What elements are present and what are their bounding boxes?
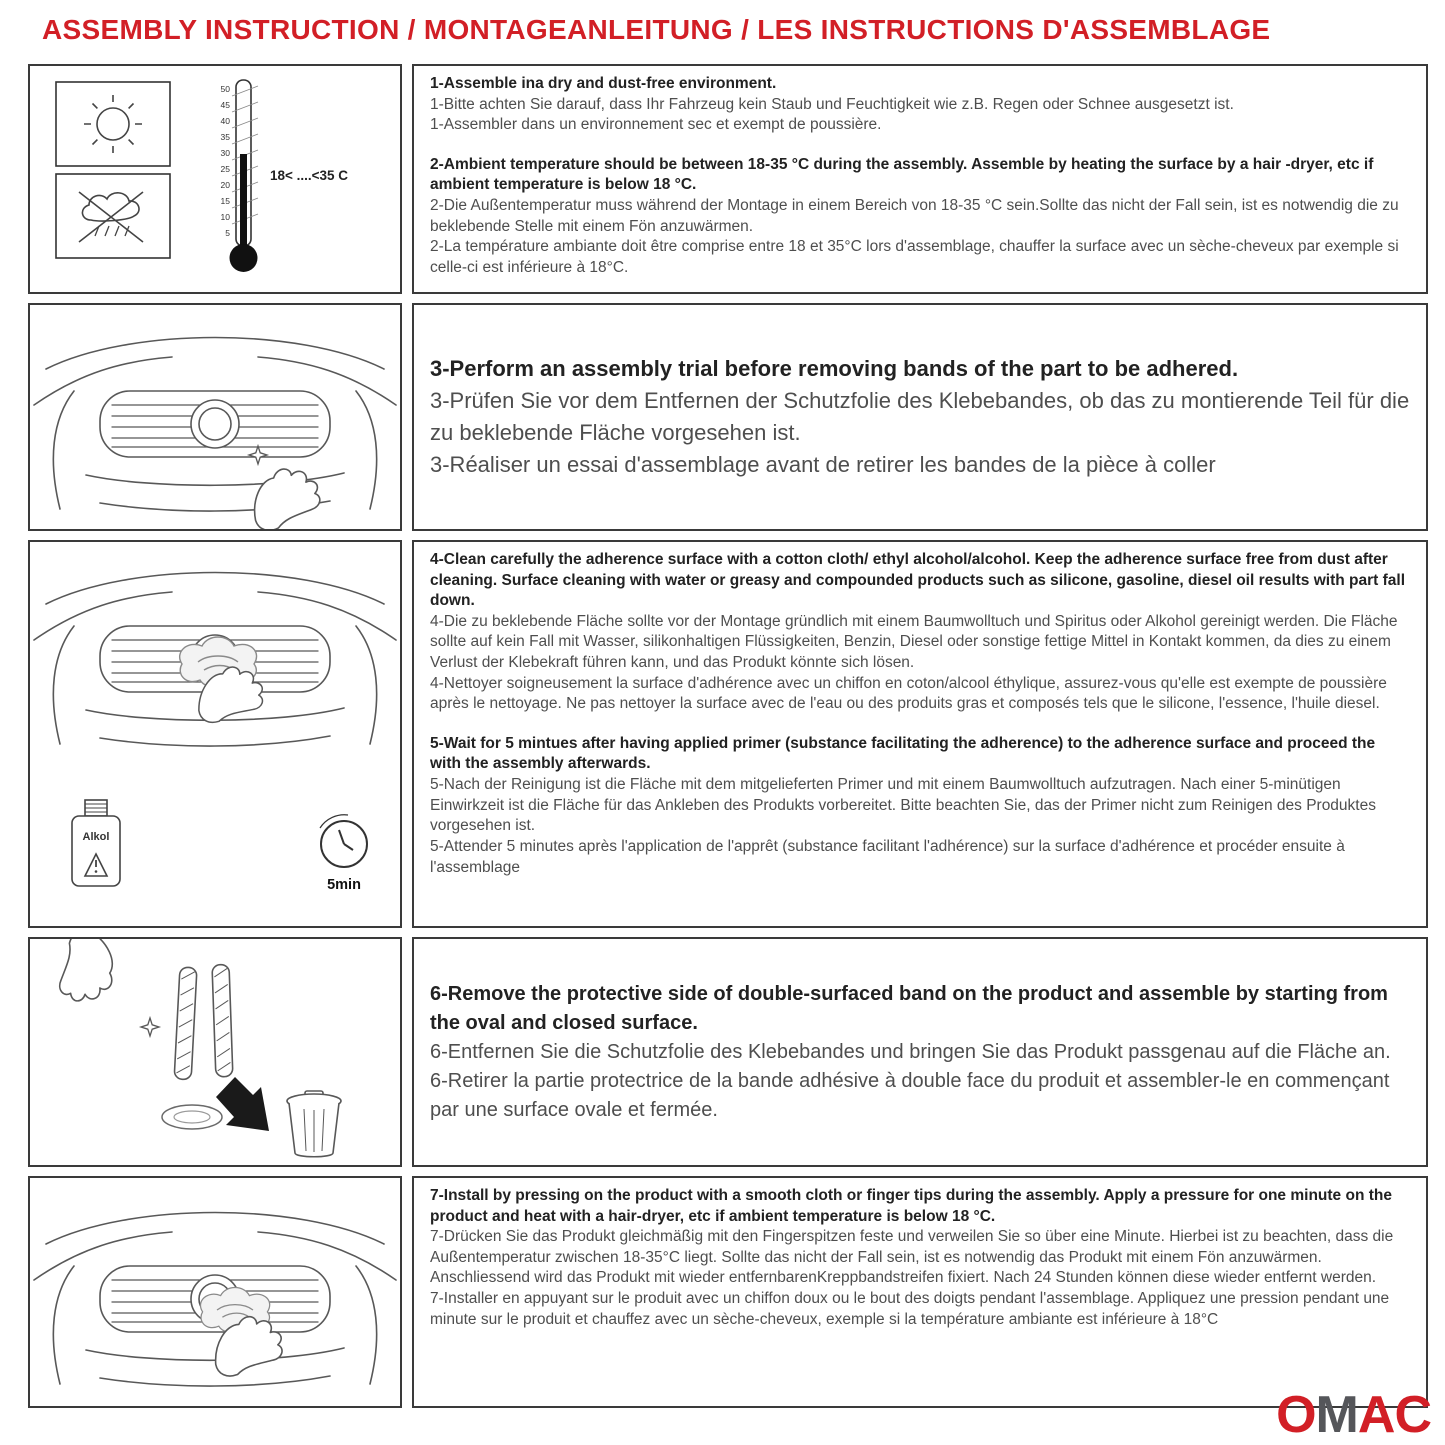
row-step-4-5 (28, 540, 1428, 928)
band-removal-illustration (30, 939, 400, 1165)
row-step-7 (28, 1176, 1428, 1408)
logo-letter-o: O (1276, 1386, 1316, 1444)
alcohol-bottle-icon (72, 800, 120, 886)
thermo-tick: 20 (220, 180, 230, 190)
step4-text-en: 4-Clean carefully the adherence surface with a cotton cloth/ ethyl alcohol/alcohol. Keep the adherence surface free from dust after cleaning. Surface cleaning with water or greasy and compounded products such as silicone, gasoline, diesel oil results with part fall down. (430, 551, 1406, 610)
step6-text-en: 6-Remove the protective side of double-surfaced band on the product and assemble by starting from the oval and closed surface. (430, 982, 1388, 1034)
logo-letter-a: A (1357, 1386, 1395, 1444)
text-panel-step-6 (412, 937, 1428, 1167)
thermo-tick: 10 (220, 212, 230, 222)
thermometer-icon (221, 80, 349, 272)
text-panel-step-3 (412, 303, 1428, 531)
step7-text-de: 7-Drücken Sie das Produkt gleichmäßig mit den Fingerspitzen feste und verweilen Sie so über eine Minute. Hierbei ist zu beachten, dass die Außentemperatur zwischen 18-35°C liegt. Sollte das nicht der Fall sein, ist es notwendig das Produkt mit einem Fön anzuwärmen. Anschliessend wird das Produkt mit wieder entfernbarenKreppbandstreifen fixiert. Nach 24 Stunden können diese wieder entfernt werden. (430, 1228, 1394, 1287)
step6-text-de: 6-Entfernen Sie die Schutzfolie des Klebebandes und bringen Sie das Produkt passgenau auf die Fläche an. (430, 1040, 1391, 1063)
step2-text-de: 2-Die Außentemperatur muss während der Montage in einem Bereich von 18-35 °C sein.Sollte das nicht der Fall sein, ist es notwendig die zu beklebende Stelle mit einem Fön anzuwärmen. (430, 197, 1399, 235)
image-panel-environment (28, 64, 402, 294)
clock-icon (320, 815, 367, 893)
temperature-range-label: 18< ....<35 C (270, 168, 349, 183)
step3-text-de: 3-Prüfen Sie vor dem Entfernen der Schutzfolie des Klebebandes, ob das zu montierende Teil für die zu beklebende Fläche vorgesehen ist. (430, 388, 1410, 445)
instruction-rows (28, 64, 1428, 1408)
oval-part-icon (162, 1105, 222, 1129)
image-panel-pressing (28, 1176, 402, 1408)
no-rain-icon (79, 192, 143, 242)
step5-text-en: 5-Wait for 5 mintues after having applied primer (substance facilitating the adherence) to the adherence surface and proceed the with the assembly afterwards. (430, 734, 1376, 773)
assembly-trial-illustration (30, 305, 400, 529)
press-install-illustration (30, 1178, 400, 1406)
step2-text-en: 2-Ambient temperature should be between 18-35 °C during the assembly. Assemble by heating the surface by a hair -dryer, etc if ambient temperature is below 18 °C. (430, 155, 1374, 194)
thermo-tick: 15 (220, 196, 230, 206)
step7-text-fr: 7-Installer en appuyant sur le produit avec un chiffon doux ou le bout des doigts pendant l'assemblage. Appliquez une pression pendant une minute sur le produit et chauffez avec un sèche-cheveux, exemple si la température ambiante est inférieure à 18°C (430, 1290, 1390, 1328)
text-panel-step-7 (412, 1176, 1428, 1408)
row-step-3 (28, 303, 1428, 531)
thermo-tick: 35 (220, 132, 230, 142)
step5-text-de: 5-Nach der Reinigung ist die Fläche mit dem mitgelieferten Primer und mit einem Baumwolltuch aufzutragen. Nach einer 5-minütigen Einwirkzeit ist die Fläche für das Ankleben des Produkts vorbereitet. Bitte beachten Sie, das der Primer nicht zum Reinigen des Produktes vorgesehen ist. (430, 776, 1376, 835)
trash-can-icon (287, 1091, 341, 1157)
hand-icon (39, 939, 126, 1011)
image-panel-cleaning (28, 540, 402, 928)
arrow-to-trash-icon (216, 1077, 269, 1131)
step6-text-fr: 6-Retirer la partie protectrice de la bande adhésive à double face du produit et assembler-le en commençant par une surface ovale et fermée. (430, 1069, 1390, 1121)
thermo-tick: 5 (225, 228, 230, 238)
step3-text-en: 3-Perform an assembly trial before removing bands of the part to be adhered. (430, 356, 1239, 382)
step3-text-fr: 3-Réaliser un essai d'assemblage avant de retirer les bandes de la pièce à coller (430, 451, 1216, 477)
step7-text-en: 7-Install by pressing on the product with a smooth cloth or finger tips during the assembly. Apply a pressure for one minute on the product and heat with a hair-dryer, etc if ambient temperature is below 18 °C. (430, 1187, 1392, 1225)
thermo-tick: 25 (220, 164, 230, 174)
row-step-1-2 (28, 64, 1428, 294)
image-panel-trial (28, 303, 402, 531)
logo-letter-m: M (1315, 1386, 1358, 1444)
omac-logo (1276, 1386, 1431, 1444)
surface-cleaning-illustration (30, 542, 400, 926)
thermo-tick: 40 (220, 116, 230, 126)
thermo-tick: 50 (220, 84, 230, 94)
step5-text-fr: 5-Attender 5 minutes après l'application de l'apprêt (substance facilitant l'adhérence) sur la surface d'adhérence et procéder ensuite à l'assemblage (430, 837, 1345, 876)
sun-icon (84, 95, 142, 153)
text-panel-step-4-5 (412, 540, 1428, 928)
step4-text-fr: 4-Nettoyer soigneusement la surface d'adhérence avec un chiffon en coton/alcool éthylique, assurez-vous qu'elle est exempte de poussière après le nettoyage. Ne pas nettoyer la surface avec de l'eau ou des produits gras et composés tels que le silicone, l'essence, l'huile diesel. (430, 674, 1387, 713)
step4-text-de: 4-Die zu beklebende Fläche sollte vor der Montage gründlich mit einem Baumwolltuch und Spiritus oder Alkohol gereinigt werden. Die Fläche sollte auf kein Fall mit Wasser, silikonhaltigen Flüssigkeiten, Benzin, Diesel oder sonstige fettige Mittel in Kontakt kommen, da dies zu einem Verlust der Klebekraft führen kann, und das Produkt könnte sich lösen. (430, 612, 1398, 672)
step1-text-fr: 1-Assembler dans un environnement sec et exempt de poussière. (430, 116, 882, 134)
step1-text-en: 1-Assemble ina dry and dust-free environment. (430, 75, 777, 92)
thermo-tick: 45 (220, 100, 230, 110)
page-title: ASSEMBLY INSTRUCTION / MONTAGEANLEITUNG / LES INSTRUCTIONS D'ASSEMBLAGE (42, 14, 1271, 45)
image-panel-band-removal (28, 937, 402, 1167)
step2-text-fr: 2-La température ambiante doit être comprise entre 18 et 35°C lors d'assemblage, chauffer la surface avec un sèche-cheveux par exemple si celle-ci est inférieure à 18°C. (430, 238, 1399, 276)
row-step-6 (28, 937, 1428, 1167)
adhesive-strips-icon (174, 964, 233, 1079)
step1-text-de: 1-Bitte achten Sie darauf, dass Ihr Fahrzeug kein Staub und Feuchtigkeit wie z.B. Regen oder Schnee ausgesetzt ist. (430, 95, 1234, 113)
environment-temperature-illustration (30, 66, 400, 292)
hand-icon (248, 461, 327, 529)
text-panel-step-1-2 (412, 64, 1428, 294)
logo-letter-c: C (1394, 1386, 1431, 1444)
thermo-tick: 30 (220, 148, 230, 158)
